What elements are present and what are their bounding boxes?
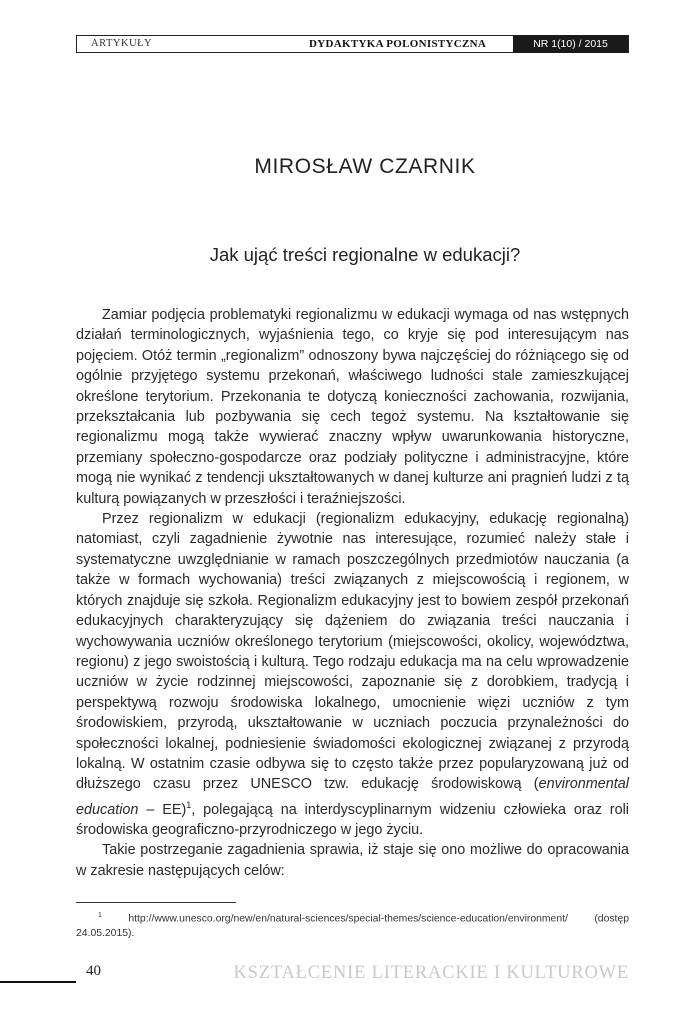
footnote-divider (76, 902, 236, 903)
paragraph-2-text-b: – EE) (138, 801, 187, 818)
footer-rule (0, 981, 76, 983)
section-label: ARTYKUŁY (91, 38, 153, 49)
author-name: MIROSŁAW CZARNIK (254, 155, 476, 178)
footnote-reference[interactable]: 1 (186, 799, 192, 810)
running-header (76, 35, 629, 53)
paragraph-1: Zamiar podjęcia problematyki regionalizmu w edukacji wymaga od nas wstępnych działań terminologicznych, wyjaśnienia tego, co kryje się pod interesującym nas pojęciem. Otóż termin „regionalizm” odnoszony bywa najczęściej do różniącego się od ogólnie przyjętego systemu przekonań, właściwego ludności stale zamieszkującej określone terytorium. Przekonania te dotyczą konieczności zachowania, rozwijania, przekształcania lub pozbywania się cech tegoż systemu. Na kształtowanie się regionalizmu mogą także wywierać znaczny wpływ uwarunkowania historyczne, przemiany społeczno-gospodarcze oraz podziały polityczne i administracyjne, które mogą nie wynikać z tendencji ukształtowanych w danej kulturze ani pragnień ludzi z tą kulturą powiązanych w przeszłości i teraźniejszości. (76, 307, 629, 507)
issue-badge: NR 1(10) / 2015 (513, 35, 628, 53)
paragraph-2-text-c: , polegającą na interdyscyplinarnym widzeniu człowieka oraz roli środowiska geograficzno-przyrodniczego w jego życiu. (76, 801, 629, 838)
article-body (76, 305, 629, 881)
paragraph-2-italic: environmental education (76, 776, 629, 818)
paragraph-2 (76, 509, 629, 840)
footer-journal-title: KSZTAŁCENIE LITERACKIE I KULTUROWE (233, 963, 629, 983)
article-title: Jak ująć treści regionalne w edukacji? (209, 244, 521, 265)
footnote-text[interactable]: http://www.unesco.org/new/en/natural-sciences/special-themes/science-education/environment/ (dostęp 24.05.2015). (76, 913, 629, 940)
footnote-number: 1 (98, 912, 102, 919)
journal-name: DYDAKTYKA POLONISTYCZNA (309, 38, 487, 50)
paragraph-2-text-a: Przez regionalizm w edukacji (regionalizm edukacyjny, edukację regionalną) natomiast, czyli zagadnienie żywotnie nas interesujące, rozumieć należy stałe i systematyczne uwzględnianie w ramach poszczególnych przedmiotów nauczania (a także w formach wychowania) treści związanych z miejscowością i regionem, w których znajduje się szkoła. Regionalizm edukacyjny jest to bowiem zespół przekonań edukacyjnych charakteryzujący się dążeniem do związania treści nauczania i wychowywania uczniów określonego terytorium (miejscowości, okolicy, województwa, regionu) z jego swoistością i kulturą. Tego rodzaju edukacja ma na celu wprowadzenie uczniów w życie rodzinnej miejscowości, zapoznanie się z dorobkiem, tradycją i perspektywą rozwoju środowiska lokalnego, umocnienie więzi uczniów z tym środowiskiem, przyrodą, ukształtowanie w uczniach poczucia przynależności do społeczności lokalnej, podniesienie świadomości ekologicznej związanej z przyrodą lokalną. W ostatnim czasie odbywa się to często także przez popularyzowaną już od dłuższego czasu przez UNESCO tzw. edukację środowiskową ( (76, 511, 629, 793)
page-number: 40 (86, 963, 101, 979)
footnote (76, 908, 629, 941)
paragraph-3: Takie postrzeganie zagadnienia sprawia, iż staje się ono możliwe do opracowania w zakresie następujących celów: (76, 842, 629, 879)
